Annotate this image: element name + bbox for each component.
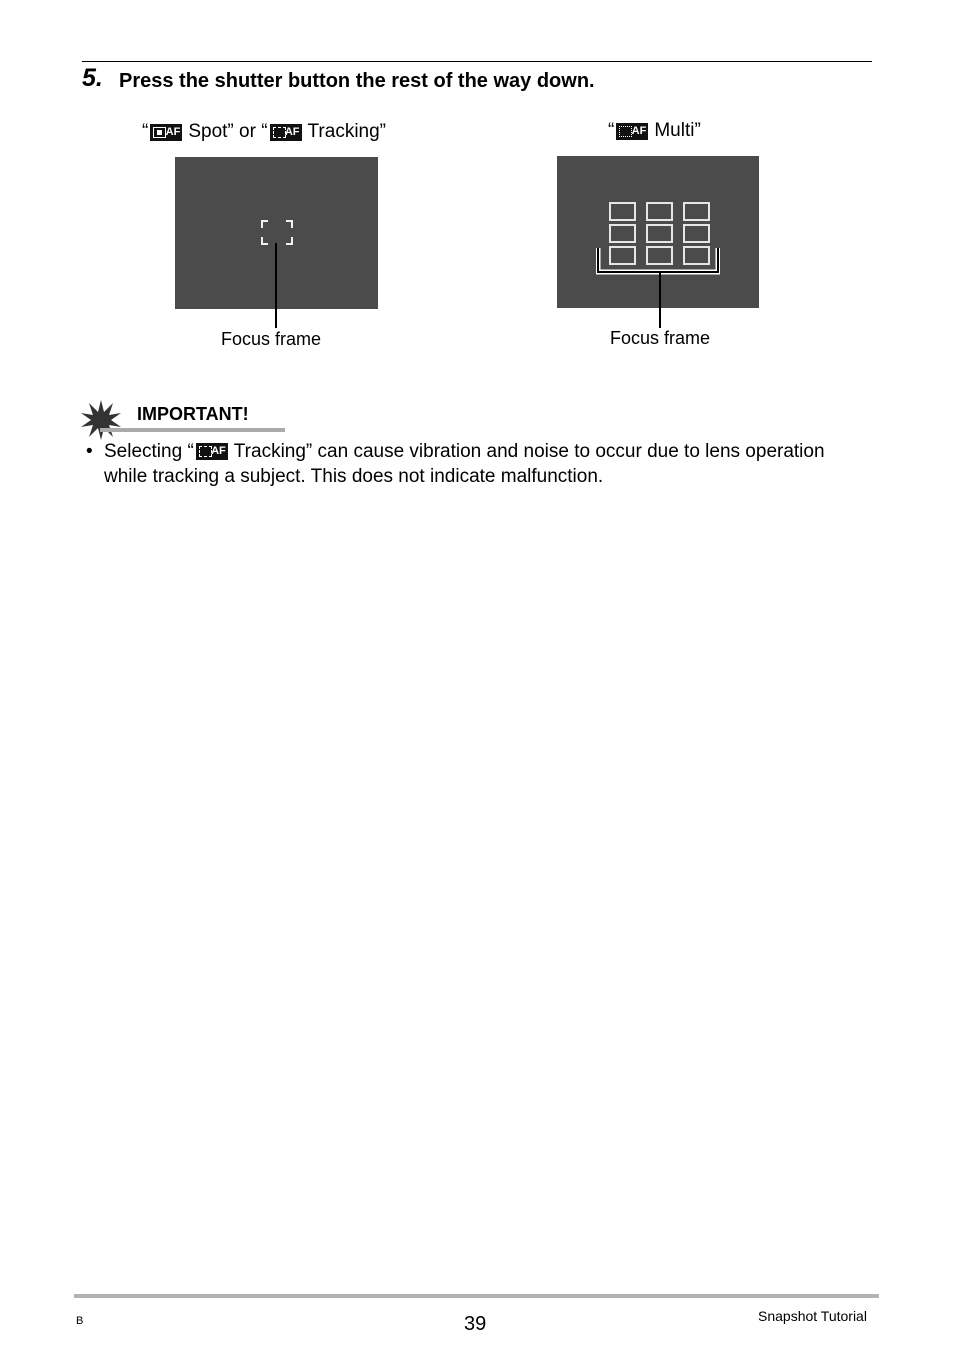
bullet-marker: • — [86, 441, 93, 462]
left-focus-frame-label: Focus frame — [221, 329, 322, 349]
step-instruction: Press the shutter button the rest of the way down. — [119, 70, 595, 92]
top-rule — [82, 61, 872, 62]
important-burst-icon — [81, 400, 121, 440]
tracking-af-icon: AF — [270, 124, 302, 141]
note-text-before: Selecting “ — [104, 441, 194, 462]
multi-bracket — [596, 248, 720, 278]
focus-box — [646, 224, 673, 243]
important-heading: IMPORTANT! — [137, 404, 249, 424]
footer-rule — [74, 1294, 879, 1298]
page-number: 39 — [464, 1313, 487, 1335]
multi-leader-line — [659, 272, 661, 328]
open-quote: “ — [142, 121, 149, 142]
right-figure-caption — [608, 120, 701, 142]
important-note — [104, 439, 864, 489]
left-figure-caption — [142, 121, 386, 143]
multi-af-icon: AF — [616, 123, 648, 140]
spot-label: Spot” or “ — [188, 121, 268, 142]
spot-leader-line — [275, 243, 277, 328]
focus-box — [683, 202, 710, 221]
important-underline — [100, 428, 285, 432]
tracking-label: Tracking” — [307, 121, 387, 142]
section-title: Snapshot Tutorial — [758, 1308, 867, 1324]
multi-screen-illustration — [557, 156, 759, 308]
spot-af-icon: AF — [150, 124, 182, 141]
focus-box — [609, 224, 636, 243]
focus-box — [646, 202, 673, 221]
tracking-af-icon: AF — [196, 443, 228, 460]
right-focus-frame-label: Focus frame — [610, 328, 711, 348]
step-number: 5. — [82, 64, 103, 92]
footer-left-mark: B — [76, 1315, 84, 1327]
multi-label: Multi” — [654, 120, 701, 141]
focus-box — [609, 202, 636, 221]
focus-box — [683, 224, 710, 243]
note-text-after: Tracking” can cause vibration and noise to occur due to lens operation while tracking a subject. This does not indicate malfunction. — [104, 441, 825, 487]
spot-focus-frame — [258, 218, 296, 248]
open-quote: “ — [608, 120, 615, 141]
